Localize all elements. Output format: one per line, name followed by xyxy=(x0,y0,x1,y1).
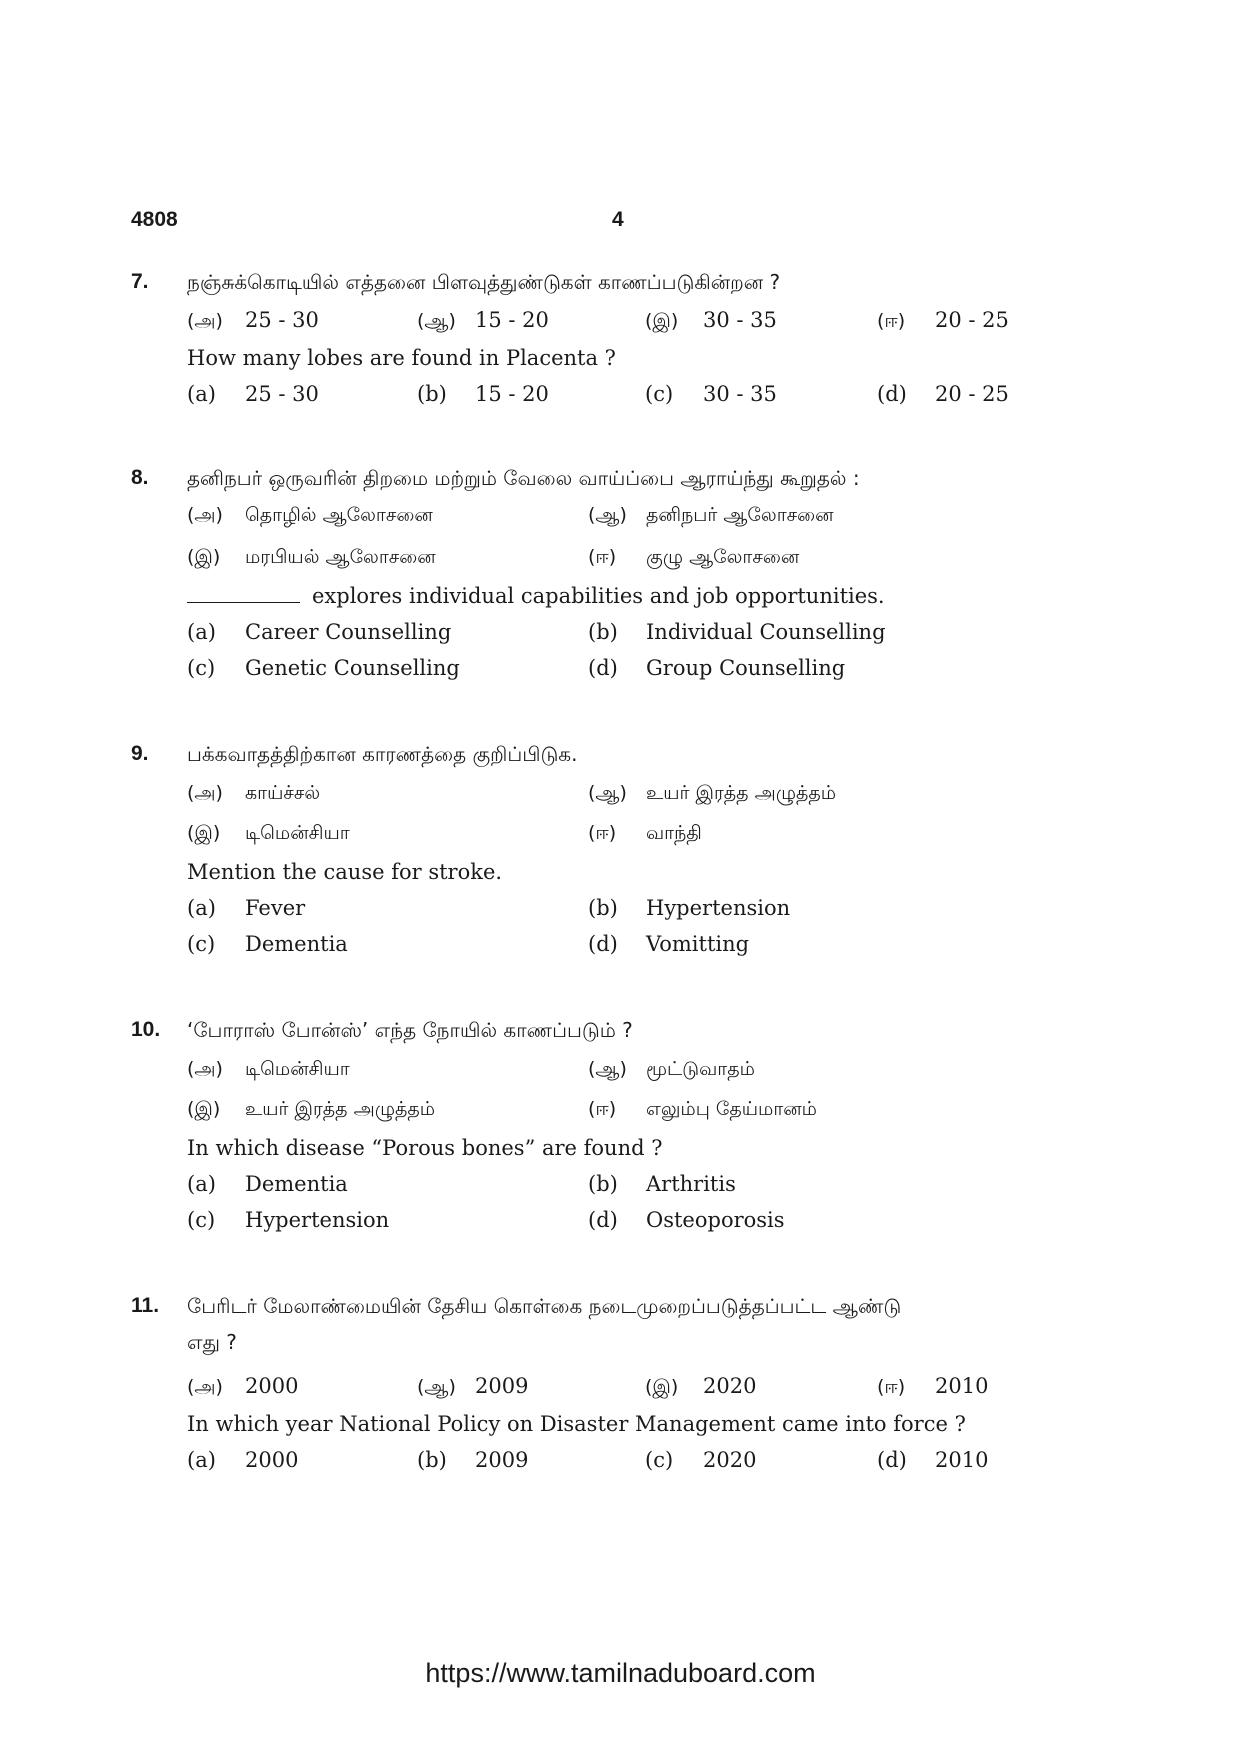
option-tamil-c: (இ) 2020 xyxy=(645,1374,757,1398)
option-english-b: (b) Arthritis xyxy=(588,1172,736,1196)
option-tamil-a: (அ) காய்ச்சல் xyxy=(187,782,321,804)
question-text-tamil: நஞ்சுக்கொடியில் எத்தனை பிளவுத்துண்டுகள் காணப்படுகின்றன ? xyxy=(187,270,781,294)
option-tamil-c: (இ) மரபியல் ஆலோசனை xyxy=(187,546,436,568)
option-tamil-c: (இ) டிமென்சியா xyxy=(187,822,350,844)
question-text-english: How many lobes are found in Placenta ? xyxy=(187,346,616,370)
option-english-a: (a) Dementia xyxy=(187,1172,348,1196)
option-tamil-d: (ஈ) குழு ஆலோசனை xyxy=(588,546,800,568)
option-tamil-b: (ஆ) தனிநபர் ஆலோசனை xyxy=(588,504,834,526)
option-english-b: (b) Hypertension xyxy=(588,896,791,920)
option-tamil-b: (ஆ) மூட்டுவாதம் xyxy=(588,1058,755,1080)
option-tamil-a: (அ) 2000 xyxy=(187,1374,299,1398)
question-number: 7. xyxy=(131,270,149,293)
option-tamil-b: (ஆ) உயர் இரத்த அழுத்தம் xyxy=(588,782,837,804)
question-text-tamil: பேரிடர் மேலாண்மையின் தேசிய கொள்கை நடைமுறைப்படுத்தப்பட்ட ஆண்டு xyxy=(187,1294,902,1318)
option-english-a: (a) Career Counselling xyxy=(187,620,452,644)
option-english-d: (d) 2010 xyxy=(877,1448,989,1472)
option-tamil-b: (ஆ) 2009 xyxy=(417,1374,529,1398)
question-number: 10. xyxy=(131,1018,161,1041)
page-number: 4 xyxy=(612,208,624,231)
option-english-b: (b) Individual Counselling xyxy=(588,620,886,644)
option-tamil-a: (அ) டிமென்சியா xyxy=(187,1058,350,1080)
question-number: 11. xyxy=(131,1294,160,1317)
question-text-tamil: தனிநபர் ஒருவரின் திறமை மற்றும் வேலை வாய்ப்பை ஆராய்ந்து கூறுதல் : xyxy=(187,466,860,490)
fill-in-blank xyxy=(187,586,300,603)
option-tamil-a: (அ) தொழில் ஆலோசனை xyxy=(187,504,433,526)
option-english-d: (d) Vomitting xyxy=(588,932,750,956)
option-tamil-b: (ஆ) 15 - 20 xyxy=(417,308,549,332)
paper-code: 4808 xyxy=(131,208,178,231)
option-english-a: (a) 25 - 30 xyxy=(187,382,319,406)
option-english-d: (d) Group Counselling xyxy=(588,656,846,680)
question-text-tamil-continued: எது ? xyxy=(187,1330,237,1354)
question-number: 8. xyxy=(131,466,149,489)
option-english-a: (a) 2000 xyxy=(187,1448,299,1472)
option-tamil-a: (அ) 25 - 30 xyxy=(187,308,319,332)
option-english-d: (d) 20 - 25 xyxy=(877,382,1009,406)
option-english-d: (d) Osteoporosis xyxy=(588,1208,785,1232)
question-text-english: In which disease “Porous bones” are found ? xyxy=(187,1136,663,1160)
option-tamil-d: (ஈ) எலும்பு தேய்மானம் xyxy=(588,1098,817,1120)
option-english-c: (c) 2020 xyxy=(645,1448,757,1472)
question-text-english: explores individual capabilities and job opportunities. xyxy=(187,584,885,608)
option-tamil-d: (ஈ) வாந்தி xyxy=(588,822,702,844)
question-text-tamil: பக்கவாதத்திற்கான காரணத்தை குறிப்பிடுக. xyxy=(187,742,578,766)
option-english-c: (c) Hypertension xyxy=(187,1208,390,1232)
source-url: https://www.tamilnaduboard.com xyxy=(425,1658,816,1688)
option-tamil-c: (இ) உயர் இரத்த அழுத்தம் xyxy=(187,1098,436,1120)
question-number: 9. xyxy=(131,742,149,765)
option-tamil-d: (ஈ) 2010 xyxy=(877,1374,989,1398)
page-header xyxy=(0,208,1241,238)
option-tamil-c: (இ) 30 - 35 xyxy=(645,308,777,332)
option-english-b: (b) 2009 xyxy=(417,1448,529,1472)
option-english-c: (c) 30 - 35 xyxy=(645,382,777,406)
question-text-english: Mention the cause for stroke. xyxy=(187,860,503,884)
option-english-a: (a) Fever xyxy=(187,896,306,920)
option-tamil-d: (ஈ) 20 - 25 xyxy=(877,308,1009,332)
option-english-c: (c) Genetic Counselling xyxy=(187,656,460,680)
question-text-tamil: ‘போராஸ் போன்ஸ்’ எந்த நோயில் காணப்படும் ? xyxy=(187,1018,633,1042)
option-english-b: (b) 15 - 20 xyxy=(417,382,549,406)
question-text-english: In which year National Policy on Disaster Management came into force ? xyxy=(187,1412,966,1436)
option-english-c: (c) Dementia xyxy=(187,932,348,956)
